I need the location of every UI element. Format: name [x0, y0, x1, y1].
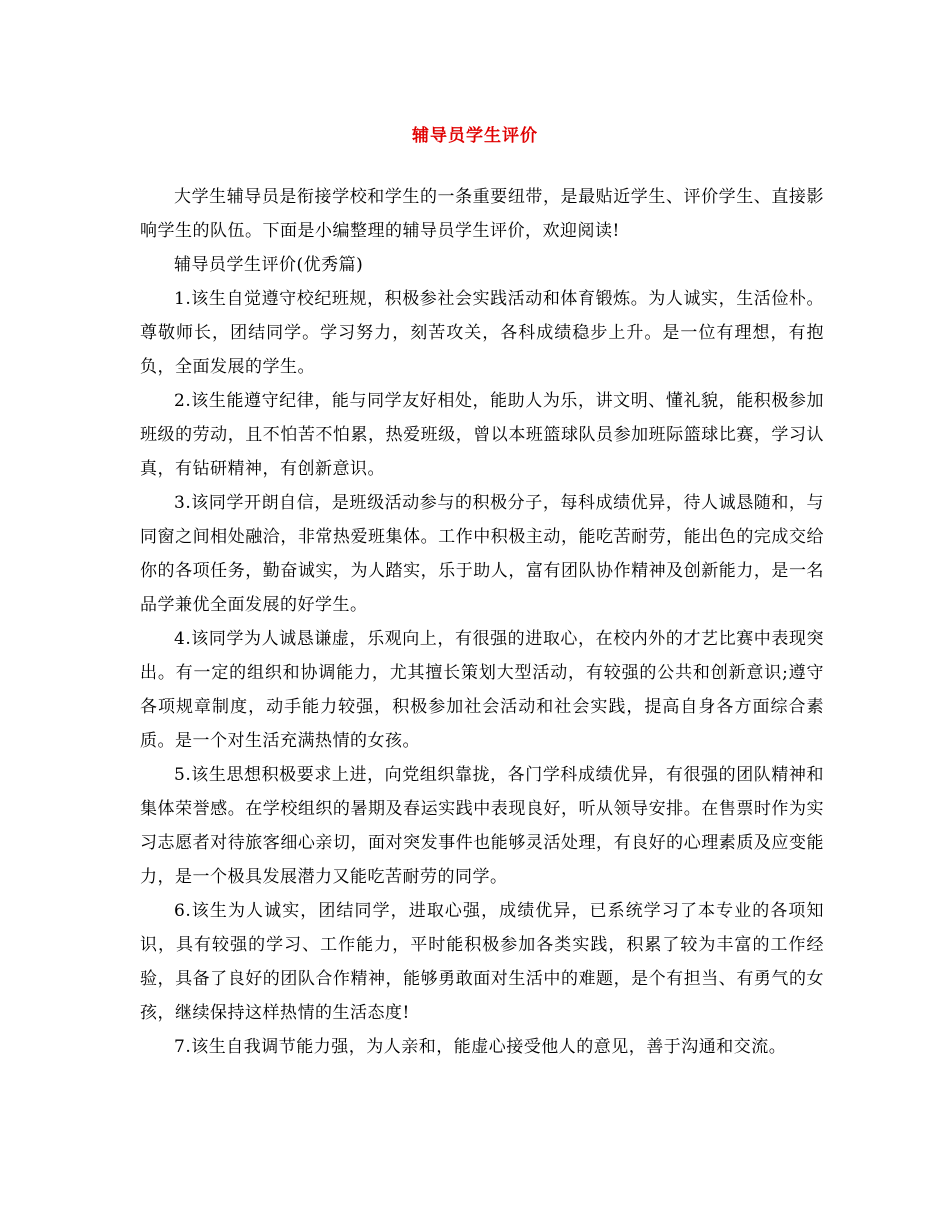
evaluation-item-2: 2.该生能遵守纪律，能与同学友好相处，能助人为乐，讲文明、懂礼貌，能积极参加班级的劳动，且不怕苦不怕累，热爱班级，曾以本班篮球队员参加班际篮球比赛，学习认真，有钻研精神，有创新意识。 — [140, 391, 824, 479]
evaluation-item-4: 4.该同学为人诚恳谦虚，乐观向上，有很强的进取心，在校内外的才艺比赛中表现突出。有一定的组织和协调能力，尤其擅长策划大型活动，有较强的公共和创新意识;遵守各项规章制度，动手能力较强，积极参加社会活动和社会实践，提高自身各方面综合素质。是一个对生活充满热情的女孩。 — [140, 629, 824, 751]
evaluation-item-3: 3.该同学开朗自信，是班级活动参与的积极分子，每科成绩优异，待人诚恳随和，与同窗之间相处融洽，非常热爱班集体。工作中积极主动，能吃苦耐劳，能出色的完成交给你的各项任务，勤奋诚实，为人踏实，乐于助人，富有团队协作精神及创新能力，是一名品学兼优全面发展的好学生。 — [140, 493, 824, 615]
evaluation-item-5: 5.该生思想积极要求上进，向党组织靠拢，各门学科成绩优异，有很强的团队精神和集体荣誉感。在学校组织的暑期及春运实践中表现良好，听从领导安排。在售票时作为实习志愿者对待旅客细心亲切，面对突发事件也能够灵活处理，有良好的心理素质及应变能力，是一个极具发展潜力又能吃苦耐劳的同学。 — [140, 765, 824, 887]
evaluation-item-7: 7.该生自我调节能力强，为人亲和，能虚心接受他人的意见，善于沟通和交流。 — [174, 1037, 787, 1057]
document-body — [140, 180, 824, 1064]
evaluation-item-1: 1.该生自觉遵守校纪班规，积极参社会实践活动和体育锻炼。为人诚实，生活俭朴。尊敬师长，团结同学。学习努力，刻苦攻关，各科成绩稳步上升。是一位有理想，有抱负，全面发展的学生。 — [140, 289, 824, 377]
intro-paragraph: 大学生辅导员是衔接学校和学生的一条重要纽带，是最贴近学生、评价学生、直接影响学生的队伍。下面是小编整理的辅导员学生评价，欢迎阅读! — [140, 187, 824, 241]
evaluation-item-6: 6.该生为人诚实，团结同学，进取心强，成绩优异，已系统学习了本专业的各项知识，具有较强的学习、工作能力，平时能积极参加各类实践，积累了较为丰富的工作经验，具备了良好的团队合作精神，能够勇敢面对生活中的难题，是个有担当、有勇气的女孩，继续保持这样热情的生活态度! — [140, 901, 824, 1023]
section-heading: 辅导员学生评价(优秀篇) — [174, 255, 364, 275]
document-title: 辅导员学生评价 — [412, 126, 538, 146]
